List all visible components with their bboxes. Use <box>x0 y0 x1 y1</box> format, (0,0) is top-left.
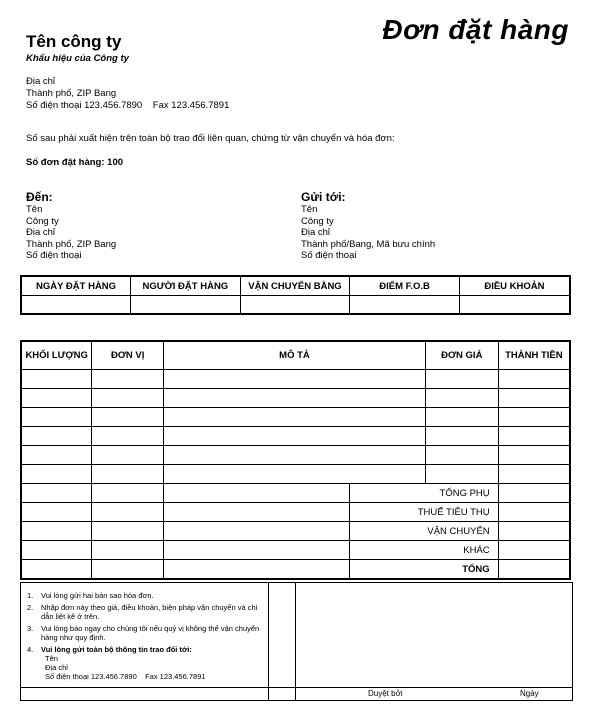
total-label: TỔNG <box>350 560 498 580</box>
ship-to-line: Địa chỉ <box>301 227 331 238</box>
header-total: THÀNH TIỀN <box>498 341 570 370</box>
date-label: Ngày <box>520 689 539 698</box>
contact-line: Số điện thoại 123.456.7890 Fax 123.456.7891 <box>45 672 206 681</box>
ship-to-line: Thành phố/Bang, Mã bưu chính <box>301 238 436 250</box>
header-shipped-via: VẬN CHUYỂN BẰNG <box>240 276 350 296</box>
shipping-info-table <box>20 275 571 315</box>
header-unit: ĐƠN VỊ <box>92 341 164 370</box>
other-row <box>21 541 570 560</box>
sales-tax-row <box>21 503 570 522</box>
contact-line: Tên <box>45 654 58 663</box>
subtotal-label: TỔNG PHỤ <box>350 484 498 503</box>
address-line: Thành phố, ZIP Bang <box>26 88 117 99</box>
company-name: Tên công ty <box>26 32 122 51</box>
signature-line <box>21 687 572 688</box>
address-line: Địa chỉ <box>26 76 56 87</box>
instruction-item: 3. Vui lòng báo ngay cho chúng tôi nếu quý vị không thể vận chuyển hàng như quy định. <box>27 624 260 642</box>
ship-to-line: Công ty <box>301 215 334 227</box>
ship-to-line: Số điện thoại <box>301 250 357 261</box>
requisitioner-cell[interactable] <box>131 296 241 315</box>
company-slogan: Khẩu hiệu của Công ty <box>26 53 129 64</box>
sales-tax-value[interactable] <box>498 503 570 522</box>
vendor-block <box>26 190 116 262</box>
subtotal-value[interactable] <box>498 484 570 503</box>
footer-section <box>20 582 573 701</box>
divider <box>295 583 296 700</box>
table-row <box>21 389 570 408</box>
vendor-line: Địa chỉ <box>26 227 56 238</box>
table-row <box>21 370 570 389</box>
instructions-list <box>27 591 265 681</box>
fob-point-cell[interactable] <box>350 296 460 315</box>
header-description: MÔ TẢ <box>164 341 426 370</box>
instruction-item: 4. Vui lòng gửi toàn bộ thông tin trao đổi tới: <box>27 645 192 654</box>
shipping-row <box>21 522 570 541</box>
approved-by-label: Duyệt bởi <box>368 689 403 698</box>
table-row <box>21 446 570 465</box>
terms-cell[interactable] <box>459 296 570 315</box>
header-quantity: KHỐI LƯỢNG <box>21 341 92 370</box>
total-value[interactable] <box>498 560 570 580</box>
header-order-date: NGÀY ĐẶT HÀNG <box>21 276 131 296</box>
shipping-label: VẬN CHUYỂN <box>350 522 498 541</box>
instruction-item: 2. Nhập đơn này theo giá, điều khoản, biện pháp vận chuyển và chỉ dẫn liệt kê ở trên. <box>27 603 258 621</box>
header-terms: ĐIỀU KHOẢN <box>459 276 570 296</box>
vendor-line: Công ty <box>26 215 59 227</box>
other-label: KHÁC <box>350 541 498 560</box>
table-row <box>21 408 570 427</box>
order-number: Số đơn đặt hàng: 100 <box>26 157 124 168</box>
divider <box>268 583 269 700</box>
reference-note: Số sau phải xuất hiện trên toàn bộ trao đổi liên quan, chứng từ vận chuyển và hóa đơn: <box>26 133 395 144</box>
table-row <box>21 427 570 446</box>
vendor-heading: Đến: <box>26 190 53 204</box>
header-requisitioner: NGƯỜI ĐẶT HÀNG <box>131 276 241 296</box>
subtotal-row <box>21 484 570 503</box>
instruction-item: 1. Vui lòng gửi hai bản sao hóa đơn. <box>27 591 154 600</box>
vendor-line: Số điện thoại <box>26 250 82 261</box>
address-line: Số điện thoại 123.456.7890 Fax 123.456.7891 <box>26 100 230 111</box>
vendor-line: Tên <box>26 204 43 215</box>
line-items-table <box>20 340 571 580</box>
document-title: Đơn đặt hàng <box>382 14 569 45</box>
shipping-value[interactable] <box>498 522 570 541</box>
header-fob-point: ĐIỂM F.O.B <box>350 276 460 296</box>
other-value[interactable] <box>498 541 570 560</box>
order-date-cell[interactable] <box>21 296 131 315</box>
table-row <box>21 465 570 484</box>
total-row <box>21 560 570 580</box>
ship-to-heading: Gửi tới: <box>301 190 346 204</box>
company-address <box>26 76 229 112</box>
sales-tax-label: THUẾ TIÊU THỤ <box>350 503 498 522</box>
vendor-line: Thành phố, ZIP Bang <box>26 238 117 250</box>
contact-line: Địa chỉ <box>45 663 68 672</box>
shipped-via-cell[interactable] <box>240 296 350 315</box>
ship-to-block <box>301 190 435 262</box>
header-unit-price: ĐƠN GIÁ <box>425 341 498 370</box>
ship-to-line: Tên <box>301 204 318 215</box>
